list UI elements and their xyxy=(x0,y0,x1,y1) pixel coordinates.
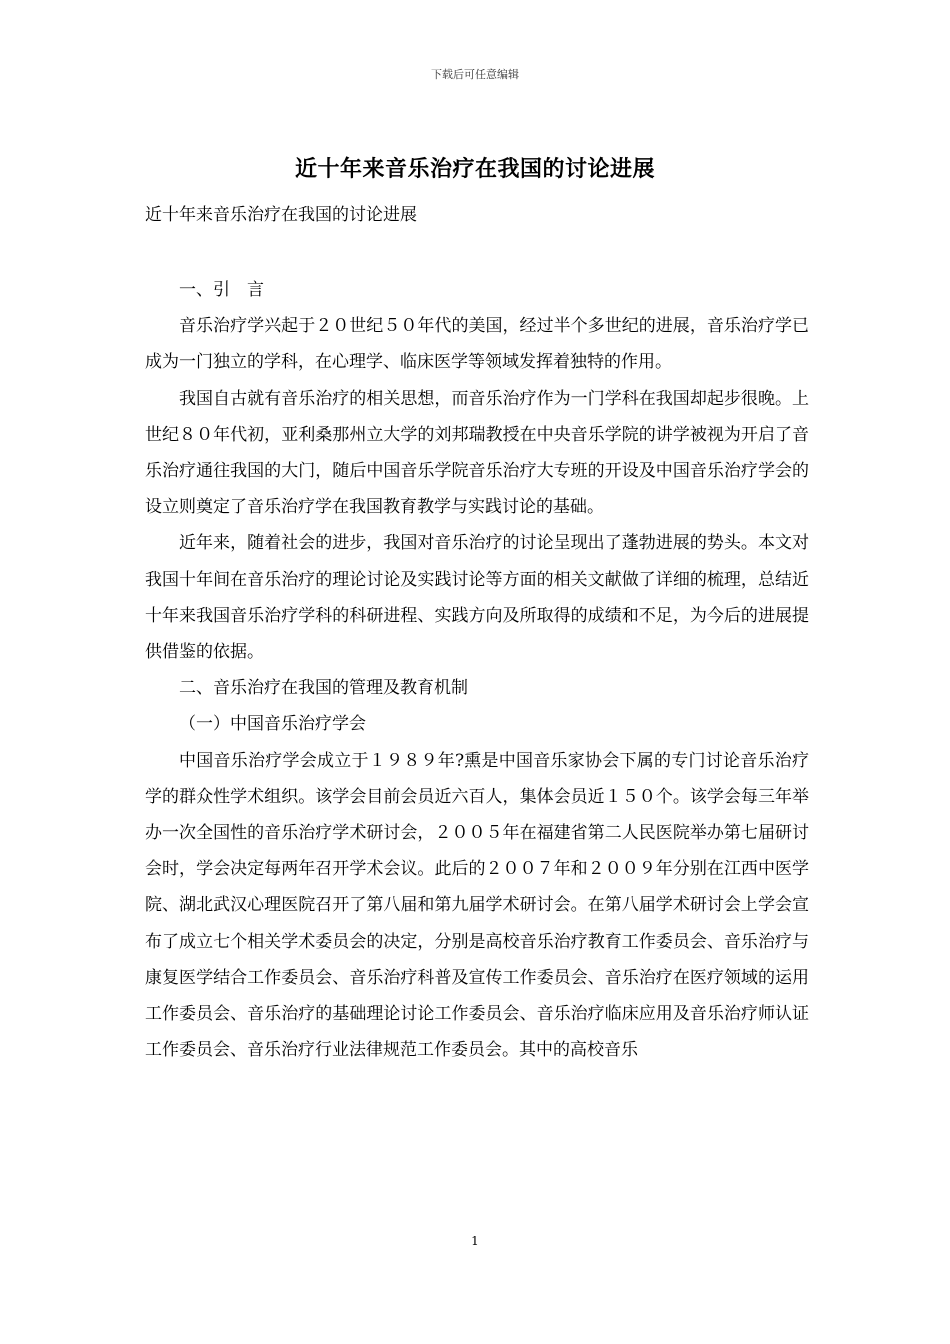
paragraph: 近年来，随着社会的进步，我国对音乐治疗的讨论呈现出了蓬勃进展的势头。本文对我国十年间在音乐治疗的理论讨论及实践讨论等方面的相关文献做了详细的梳理，总结近十年来我国音乐治疗学科的科研进程、实践方向及所取得的成绩和不足，为今后的进展提供借鉴的依据。 xyxy=(145,533,809,663)
subsection-heading-association: （一）中国音乐治疗学会 xyxy=(179,714,366,735)
paragraph: 中国音乐治疗学会成立于１９８９年?熏是中国音乐家协会下属的专门讨论音乐治疗学的群众性学术组织。该学会目前会员近六百人，集体会员近１５０个。该学会每三年举办一次全国性的音乐治疗学术研讨会，２００５年在福建省第二人民医院举办第七届研讨会时，学会决定每两年召开学术会议。此后的２００７年和２００９年分别在江西中医学院、湖北武汉心理医院召开了第八届和第九届学术研讨会。在第八届学术研讨会上学会宣布了成立七个相关学术委员会的决定，分别是高校音乐治疗教育工作委员会、音乐治疗与康复医学结合工作委员会、音乐治疗科普及宣传工作委员会、音乐治疗在医疗领域的运用工作委员会、音乐治疗的基础理论讨论工作委员会、音乐治疗临床应用及音乐治疗师认证工作委员会、音乐治疗行业法律规范工作委员会。其中的高校音乐 xyxy=(145,750,809,1061)
section-heading-introduction: 一、引 言 xyxy=(179,280,264,300)
document-title: 近十年来音乐治疗在我国的讨论进展 xyxy=(294,156,655,182)
paragraph: 音乐治疗学兴起于２０世纪５０年代的美国，经过半个多世纪的进展，音乐治疗学已成为一门独立的学科，在心理学、临床医学等领域发挥着独特的作用。 xyxy=(145,316,809,373)
section-heading-management: 二、音乐治疗在我国的管理及教育机制 xyxy=(179,678,468,699)
paragraph: 我国自古就有音乐治疗的相关思想，而音乐治疗作为一门学科在我国却起步很晚。上世纪８０年代初，亚利桑那州立大学的刘邦瑞教授在中央音乐学院的讲学被视为开启了音乐治疗通往我国的大门，随后中国音乐学院音乐治疗大专班的开设及中国音乐治疗学会的设立则奠定了音乐治疗学在我国教育教学与实践讨论的基础。 xyxy=(145,388,809,518)
page-number: 1 xyxy=(471,1234,479,1248)
document-subtitle: 近十年来音乐治疗在我国的讨论进展 xyxy=(145,205,417,225)
document-body xyxy=(145,272,809,1068)
header-note: 下载后可任意编辑 xyxy=(431,68,519,81)
